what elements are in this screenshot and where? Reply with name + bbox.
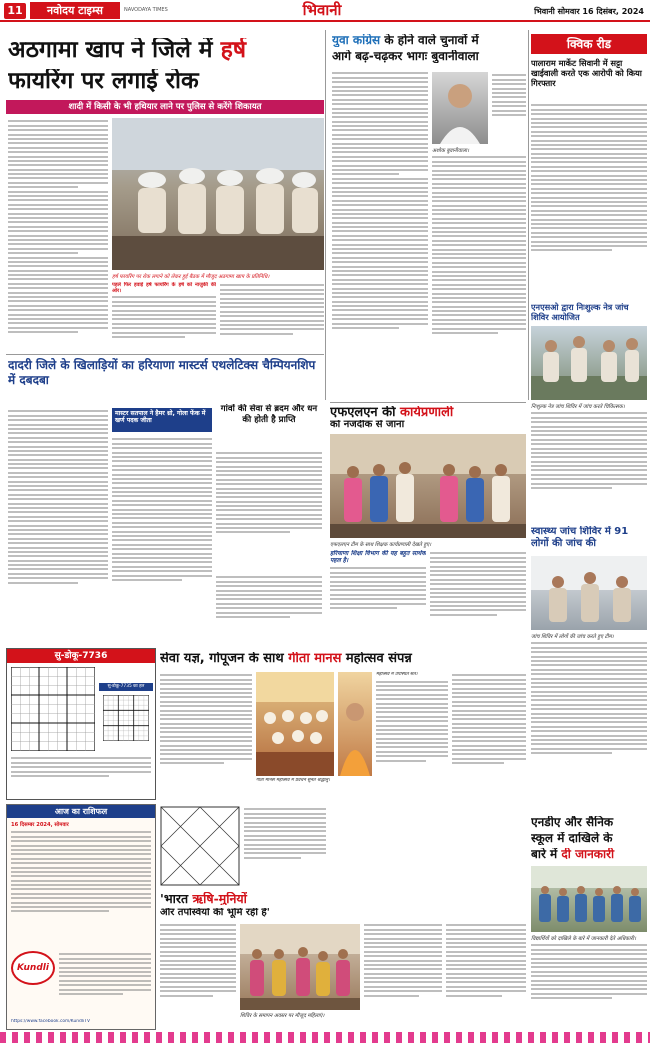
rishi-body-col3 [446,922,526,1026]
section-title: भिवानी [302,1,342,19]
kundli-chart [160,806,240,886]
lead-photo [112,118,324,270]
lead-photo-illustration [112,118,324,270]
sudoku-solution-grid [103,695,149,741]
qr-item2-illustration [531,326,647,400]
rashifal-title: आज का राशिफल [7,805,155,818]
kundli-side-text [244,806,326,886]
fln-photo [330,434,526,538]
fln-photo-illustration [330,434,526,538]
brand-logo: नवोदय टाइम्स [30,2,120,19]
lead-body-col1 [8,118,108,348]
page-number: 11 [4,3,26,19]
lead-body-col2 [112,282,216,352]
yc-portrait [432,72,488,144]
yc-photo [432,72,488,144]
ncc-headline-1: एनडीए और सैनिक [531,816,614,829]
qr-item3-caption: जांच शिविर में लोगों की जांच करते हुए टीम। [531,634,614,640]
yc-headline: युवा कांग्रेस के होने वाले चुनावों में [332,34,479,47]
village-body-2 [216,574,322,644]
gita-body-col2 [376,672,448,800]
qr-item1-headline: पालाराम मार्केट सिवानी में सट्टा खाईवाली करते एक आरोपी को किया गिरफ्तार [531,58,642,88]
village-body [216,450,322,570]
rishi-photo-illustration [240,924,360,1010]
qr-item2-body [531,410,647,522]
gita-photo-1-illustration [256,672,334,776]
ncc-headline-3: बारे में दी जानकारी [531,848,615,861]
qr-item1-body [531,102,647,308]
rashifal-contact[interactable]: https://www.facebook.com/KundliTV [11,1019,90,1024]
kundli-logo: Kundli [11,951,55,985]
qr-item3-body [531,640,647,812]
lead-subheadline: शादी में किसी के भी हथियार लाने पर पुलिस से करेंगे शिकायत [6,100,324,114]
gita-photo-2-illustration [338,672,372,776]
lead-headline: अठगामा खाप ने जिले में हर्ष [8,38,247,63]
fln-pullquote: हरियाणा शिक्षा विभाग की यह बहुत सार्थक पहल है। [330,550,426,565]
fln-body-col2 [330,550,426,646]
lead-headline-line2: फायरिंग पर लगाई रोक [8,69,199,94]
lead-photo-caption: हर्ष फायरिंग पर रोक लगाने को लेकर हुई बैठक में मौजूद अठगामा खाप के प्रतिनिधि। [112,274,270,280]
ncc-photo-caption: विद्यार्थियों को दाखिले के बारे में जानकारी देते अधिकारी। [531,936,636,942]
yc-photo-caption: अशोक बुवानीवाला। [432,148,469,154]
quick-read-title: क्विक रीड [531,34,647,54]
date-line: भिवानी सोमवार 16 दिसंबर, 2024 [534,7,644,16]
gita-caption-left: गीता मानस महोत्सव में प्रवचन सुनते श्रद्धालु। [256,778,330,783]
rishi-headline-2: और तपस्वियों की भूमि रही है' [160,908,270,918]
qr-item2-photo [531,326,647,400]
sudoku-rules [11,755,151,797]
rishi-photo-caption: शिविर के समापन अवसर पर मौजूद महिलाएं। [240,1013,325,1019]
yc-body-col3 [432,154,526,400]
gita-caption-right: महोत्सव में उपस्थित संत। [376,672,418,677]
sudoku-grid[interactable] [11,667,95,751]
ncc-headline-2: स्कूल में दाखिले के [531,832,613,845]
rashifal-body-2 [59,951,151,1017]
fln-photo-caption: एफएलएन टीम के साथ शिक्षक कार्यप्रणाली देखते हुए। [330,542,432,548]
rashifal-body [11,829,151,947]
yc-body-col1 [332,70,428,400]
gita-photo-2 [338,672,372,776]
sudoku-box [6,648,156,800]
lead-body-col3 [220,282,324,352]
rishi-body-col1 [160,922,236,1026]
lead-quote: पहले फिर हवाई हर्ष फायरिंग के हर्ष को नाजुकी की ओर। [112,282,216,294]
top-strip [0,0,650,22]
dadri-tag: मास्टर सतपाल ने हैमर थ्रो, गोला फेंक में खर्ण पदक जीता [112,408,212,432]
fln-headline: एफएलएन की कार्यप्रणाली [330,406,454,420]
gita-headline: सेवा यज्ञ, गोपूजन के साथ गीता मानस महोत्सव संपन्न [160,652,412,666]
dadri-body-col1 [8,408,108,644]
sudoku-header: सु-डोकू-7736 [7,649,155,663]
qr-item3-illustration [531,556,647,630]
qr-item2-headline: एनएसओ द्वारा निःशुल्क नेत्र जांच शिविर आयोजित [531,302,629,322]
lead-headline-highlight: हर्ष [220,38,247,63]
rashifal-box [6,804,156,1030]
yc-headline-2: आगे बढ़-चढ़कर भागः बुवानीवाला [332,50,479,63]
brand-sub: NAVODAYA TIMES [124,7,168,13]
sudoku-prev-label: सु-डोकू-7735 का हल [99,683,153,691]
bottom-band [0,1032,650,1043]
fln-body-col3 [430,550,526,646]
rashifal-date: 16 दिसम्बर 2024, सोमवार [11,822,69,828]
qr-item2-caption: निःशुल्क नेत्र जांच शिविर में जांच करते चिकित्सक। [531,404,625,410]
yc-body-col2 [492,72,526,144]
qr-item3-headline: स्वास्थ्य जांच शिविर में 91 लोगों की जांच की [531,526,629,549]
fln-headline-post: को नजदीक से जाना [330,420,405,430]
rishi-photo [240,924,360,1010]
dadri-body-col2 [112,436,212,644]
ncc-body [531,942,647,1026]
village-headline: गांवों की सेवा से ब्रदम और धन की होती है प्राप्ति [220,404,318,425]
gita-photo-1 [256,672,334,776]
dadri-headline: दादरी जिले के खिलाड़ियों का हरियाणा मास्टर्स एथलेटिक्स चैम्पियनशिप में दबदबा [8,358,316,387]
qr-item3-photo [531,556,647,630]
rishi-body-col2 [364,922,442,1026]
ncc-photo-illustration [531,866,647,932]
rishi-headline: 'भारत ऋषि-मुनियों [160,892,247,906]
gita-body-col1 [160,672,252,800]
ncc-photo [531,866,647,932]
gita-body-col3 [452,672,526,800]
